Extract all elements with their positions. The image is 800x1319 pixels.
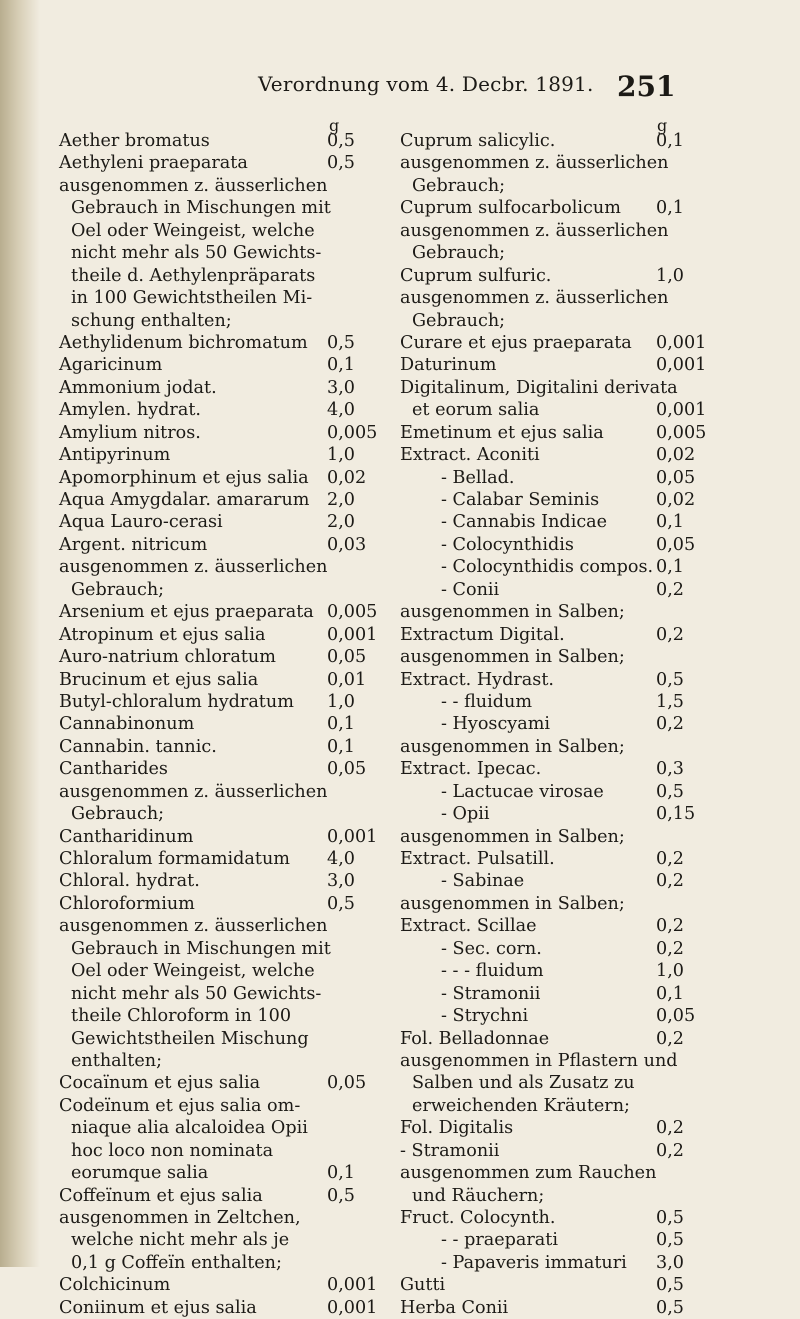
max-dose-value: 0,5: [656, 1208, 684, 1228]
entry-text: Amylen. hydrat.: [59, 400, 201, 421]
max-dose-value: 0,5: [327, 332, 355, 353]
unit-label-left: g: [329, 116, 340, 135]
max-dose-value: 0,005: [327, 422, 378, 443]
left-column-entry: [59, 870, 389, 892]
entry-text: Cuprum sulfuric.: [400, 265, 552, 286]
max-dose-value: 0,001: [656, 400, 707, 421]
entry-text: Aethyleni praeparata: [59, 153, 248, 174]
max-dose-value: 0,05: [327, 647, 367, 668]
left-column-entry: [59, 983, 389, 1005]
left-column-entry: [59, 332, 389, 354]
left-column-entry: [59, 624, 389, 646]
entry-text: Curare et ejus praeparata: [400, 332, 632, 353]
entry-text: Gebrauch;: [71, 579, 165, 600]
left-column-entry: [59, 1072, 389, 1094]
right-column-entry: [400, 444, 736, 466]
max-dose-value: 0,1: [327, 1163, 355, 1184]
right-column-entry: [400, 556, 736, 578]
entry-text: ausgenommen z. äusserlichen: [59, 916, 328, 937]
running-title: Verordnung vom 4. Decbr. 1891.: [258, 72, 594, 96]
max-dose-value: 0,5: [327, 1185, 355, 1206]
max-dose-value: 0,1: [327, 714, 355, 735]
right-column-entry: [400, 1095, 736, 1117]
entry-text: Aqua Amygdalar. amararum: [59, 490, 310, 510]
max-dose-value: 0,02: [656, 445, 696, 466]
right-column: [400, 130, 736, 1319]
max-dose-value: 0,05: [656, 1006, 696, 1027]
entry-text: Aether bromatus: [59, 131, 210, 151]
max-dose-value: 0,2: [656, 916, 684, 937]
right-column-entry: [400, 377, 736, 399]
entry-text: Agaricinum: [59, 355, 163, 376]
right-column-entry: [400, 354, 736, 376]
right-column-entry: [400, 534, 736, 556]
left-column-entry: [59, 960, 389, 982]
max-dose-value: 3,0: [327, 377, 355, 398]
max-dose-value: 2,0: [327, 512, 355, 533]
entry-text: - Hyoscyami: [441, 714, 551, 735]
max-dose-value: 1,5: [656, 691, 684, 712]
entry-text: Fol. Digitalis: [400, 1118, 514, 1139]
right-column-entry: [400, 870, 736, 892]
entry-text: Gebrauch in Mischungen mit: [71, 938, 331, 959]
entry-text: Oel oder Weingeist, welche: [71, 961, 315, 982]
entry-text: - Calabar Seminis: [441, 490, 600, 510]
page-header: [0, 70, 800, 110]
entry-text: 0,1 g Coffeïn enthalten;: [71, 1252, 282, 1273]
left-column-entry: [59, 848, 389, 870]
left-column-entry: [59, 197, 389, 219]
max-dose-value: 0,5: [656, 1297, 684, 1318]
entry-text: Arsenium et ejus praeparata: [59, 602, 314, 623]
left-column-entry: [59, 893, 389, 915]
entry-text: Chloral. hydrat.: [59, 871, 200, 892]
right-column-entry: [400, 915, 736, 937]
max-dose-value: 0,2: [656, 938, 684, 959]
entry-text: Daturinum: [400, 355, 497, 376]
entry-text: Cuprum sulfocarbolicum: [400, 198, 621, 219]
left-column-entry: [59, 467, 389, 489]
left-column-entry: [59, 1274, 389, 1296]
entry-text: - Bellad.: [441, 467, 515, 488]
entry-text: Ammonium jodat.: [59, 377, 217, 398]
max-dose-value: 0,05: [327, 759, 367, 780]
left-column-entry: [59, 422, 389, 444]
max-dose-value: 0,05: [327, 1073, 367, 1094]
right-column-entry: [400, 736, 736, 758]
right-column-entry: [400, 1140, 736, 1162]
entry-text: Gebrauch;: [412, 175, 506, 196]
max-dose-value: 0,001: [656, 355, 707, 376]
entry-text: Gebrauch;: [71, 804, 165, 825]
entry-text: Emetinum et ejus salia: [400, 422, 604, 443]
left-column-entry: [59, 713, 389, 735]
max-dose-value: 0,2: [656, 579, 684, 600]
max-dose-value: 3,0: [327, 871, 355, 892]
right-column-entry: [400, 242, 736, 264]
entry-text: Brucinum et ejus salia: [59, 669, 259, 690]
right-column-entry: [400, 489, 736, 511]
entry-text: Extract. Aconiti: [400, 445, 540, 466]
max-dose-value: 0,15: [656, 804, 696, 825]
max-dose-value: 0,2: [656, 1028, 684, 1049]
max-dose-value: 0,005: [656, 422, 707, 443]
max-dose-value: 0,1: [656, 983, 684, 1004]
right-column-entry: [400, 601, 736, 623]
max-dose-value: 0,3: [656, 759, 684, 780]
entry-text: - Papaveris immaturi: [441, 1252, 627, 1273]
max-dose-value: 0,1: [656, 557, 684, 578]
left-column-entry: [59, 736, 389, 758]
right-column-entry: [400, 691, 736, 713]
left-column-entry: [59, 1229, 389, 1251]
max-dose-value: 0,5: [327, 131, 355, 151]
right-column-entry: [400, 938, 736, 960]
left-column-entry: [59, 287, 389, 309]
right-column-entry: [400, 1207, 736, 1229]
left-column-entry: [59, 556, 389, 578]
right-column-entry: [400, 175, 736, 197]
entry-text: Codeïnum et ejus salia om-: [59, 1095, 301, 1116]
right-column-entry: [400, 1072, 736, 1094]
entry-text: Gebrauch in Mischungen mit: [71, 198, 331, 219]
entry-text: ausgenommen in Zeltchen,: [59, 1208, 301, 1228]
left-column-entry: [59, 220, 389, 242]
max-dose-value: 0,2: [656, 1118, 684, 1139]
entry-text: Coffeïnum et ejus salia: [59, 1185, 263, 1206]
max-dose-value: 1,0: [656, 265, 684, 286]
max-dose-value: 0,001: [656, 332, 707, 353]
entry-text: - Colocynthidis compos.: [441, 557, 654, 578]
max-dose-value: 0,005: [327, 602, 378, 623]
entry-text: schung enthalten;: [71, 310, 232, 331]
entry-text: ausgenommen in Salben;: [400, 602, 625, 623]
max-dose-value: 0,5: [327, 153, 355, 174]
max-dose-value: 0,5: [656, 1275, 684, 1296]
entry-text: Salben und als Zusatz zu: [412, 1073, 635, 1094]
max-dose-value: 0,5: [656, 781, 684, 802]
right-column-entry: [400, 287, 736, 309]
entry-text: nicht mehr als 50 Gewichts-: [71, 243, 322, 264]
right-column-entry: [400, 1005, 736, 1027]
entry-text: Cocaïnum et ejus salia: [59, 1073, 261, 1094]
max-dose-value: 0,2: [656, 849, 684, 869]
left-column-entry: [59, 1140, 389, 1162]
entry-text: - Stramonii: [441, 983, 541, 1004]
entry-text: - - fluidum: [441, 691, 533, 712]
max-dose-value: 0,1: [327, 736, 355, 757]
left-column-entry: [59, 377, 389, 399]
entry-text: Extract. Scillae: [400, 916, 537, 937]
right-column-entry: [400, 152, 736, 174]
left-column-entry: [59, 826, 389, 848]
max-dose-value: 0,02: [656, 490, 696, 510]
max-dose-value: 4,0: [327, 849, 355, 869]
right-column-entry: [400, 848, 736, 870]
right-column-entry: [400, 826, 736, 848]
right-column-entry: [400, 713, 736, 735]
entry-text: Digitalinum, Digitalini derivata: [400, 377, 678, 398]
left-column-entry: [59, 669, 389, 691]
left-column-entry: [59, 534, 389, 556]
entry-text: ausgenommen in Salben;: [400, 647, 625, 668]
unit-label-right: g: [657, 116, 668, 135]
left-column-entry: [59, 1185, 389, 1207]
entry-text: - Opii: [441, 804, 490, 825]
left-column-entry: [59, 242, 389, 264]
entry-text: hoc loco non nominata: [71, 1140, 274, 1161]
entry-text: Colchicinum: [59, 1275, 171, 1296]
right-column-entry: [400, 310, 736, 332]
max-dose-value: 1,0: [656, 961, 684, 982]
max-dose-value: 0,2: [656, 1140, 684, 1161]
entry-text: Cantharides: [59, 759, 168, 780]
right-column-entry: [400, 960, 736, 982]
entry-text: Extractum Digital.: [400, 624, 565, 645]
right-column-entry: [400, 1185, 736, 1207]
max-dose-value: 0,001: [327, 624, 378, 645]
entry-text: nicht mehr als 50 Gewichts-: [71, 983, 322, 1004]
entry-text: eorumque salia: [71, 1163, 209, 1184]
right-column-entry: [400, 1274, 736, 1296]
left-column-entry: [59, 1117, 389, 1139]
right-column-entry: [400, 803, 736, 825]
left-column-entry: [59, 1162, 389, 1184]
max-dose-value: 0,001: [327, 826, 378, 847]
max-dose-value: 0,5: [327, 893, 355, 914]
entry-text: ausgenommen in Salben;: [400, 736, 625, 757]
max-dose-value: 0,03: [327, 534, 367, 555]
entry-text: Herba Conii: [400, 1297, 509, 1318]
right-column-entry: [400, 669, 736, 691]
right-column-entry: [400, 1297, 736, 1319]
entry-text: - Lactucae virosae: [441, 781, 604, 802]
left-column-entry: [59, 803, 389, 825]
entry-text: theile Chloroform in 100: [71, 1006, 292, 1027]
right-column-entry: [400, 220, 736, 242]
entry-text: in 100 Gewichtstheilen Mi-: [71, 288, 313, 309]
entry-text: - Sabinae: [441, 871, 525, 892]
left-column-entry: [59, 601, 389, 623]
entry-text: niaque alia alcaloidea Opii: [71, 1118, 308, 1139]
max-dose-value: 1,0: [327, 691, 355, 712]
max-dose-value: 0,1: [656, 131, 684, 151]
max-dose-value: 0,2: [656, 624, 684, 645]
entry-text: welche nicht mehr als je: [71, 1230, 290, 1251]
entry-text: - - praeparati: [441, 1230, 558, 1251]
left-column-entry: [59, 1005, 389, 1027]
max-dose-value: 0,02: [327, 467, 367, 488]
entry-text: ausgenommen z. äusserlichen: [400, 220, 669, 241]
left-column: [59, 130, 389, 1319]
left-column-entry: [59, 758, 389, 780]
entry-text: Cantharidinum: [59, 826, 194, 847]
entry-text: ausgenommen zum Rauchen: [400, 1163, 657, 1184]
left-column-entry: [59, 938, 389, 960]
entry-text: Aqua Lauro-cerasi: [59, 512, 223, 533]
left-column-entry: [59, 399, 389, 421]
max-dose-value: 0,05: [656, 534, 696, 555]
max-dose-value: 0,05: [656, 467, 696, 488]
left-column-entry: [59, 130, 389, 152]
max-dose-value: 0,001: [327, 1297, 378, 1318]
page-edge-shadow: [0, 0, 40, 1267]
entry-text: Amylium nitros.: [59, 422, 201, 443]
entry-text: Aethylidenum bichromatum: [59, 332, 308, 353]
max-dose-value: 4,0: [327, 400, 355, 421]
entry-text: Extract. Hydrast.: [400, 669, 554, 690]
entry-text: Chloralum formamidatum: [59, 849, 290, 869]
max-dose-value: 0,5: [656, 1230, 684, 1251]
right-column-entry: [400, 624, 736, 646]
page-number: 251: [617, 70, 676, 103]
right-column-entry: [400, 781, 736, 803]
entry-text: und Räuchern;: [412, 1185, 545, 1206]
max-dose-value: 0,2: [656, 714, 684, 735]
entry-text: ausgenommen z. äusserlichen: [400, 153, 669, 174]
right-column-entry: [400, 983, 736, 1005]
left-column-entry: [59, 444, 389, 466]
right-column-entry: [400, 646, 736, 668]
right-column-entry: [400, 197, 736, 219]
entry-text: Gebrauch;: [412, 243, 506, 264]
right-column-entry: [400, 579, 736, 601]
max-dose-value: 3,0: [656, 1252, 684, 1273]
entry-text: enthalten;: [71, 1050, 163, 1071]
left-column-entry: [59, 915, 389, 937]
right-column-entry: [400, 265, 736, 287]
entry-text: ausgenommen in Pflastern und: [400, 1050, 678, 1071]
entry-text: erweichenden Kräutern;: [412, 1095, 630, 1116]
max-dose-value: 0,01: [327, 669, 367, 690]
entry-text: theile d. Aethylenpräparats: [71, 265, 316, 286]
right-column-entry: [400, 893, 736, 915]
entry-text: Fruct. Colocynth.: [400, 1208, 556, 1228]
right-column-entry: [400, 399, 736, 421]
left-column-entry: [59, 152, 389, 174]
entry-text: Cuprum salicylic.: [400, 131, 556, 151]
entry-text: Gutti: [400, 1275, 446, 1296]
left-column-entry: [59, 1028, 389, 1050]
left-column-entry: [59, 310, 389, 332]
entry-text: Apomorphinum et ejus salia: [59, 467, 309, 488]
left-column-entry: [59, 489, 389, 511]
right-column-entry: [400, 1050, 736, 1072]
max-dose-value: 1,0: [327, 445, 355, 466]
entry-text: Argent. nitricum: [59, 534, 208, 555]
left-column-entry: [59, 1252, 389, 1274]
entry-text: Gebrauch;: [412, 310, 506, 331]
left-column-entry: [59, 1050, 389, 1072]
entry-text: ausgenommen z. äusserlichen: [59, 175, 328, 196]
entry-text: ausgenommen in Salben;: [400, 893, 625, 914]
left-column-entry: [59, 691, 389, 713]
right-column-entry: [400, 511, 736, 533]
left-column-entry: [59, 511, 389, 533]
entry-text: Butyl-chloralum hydratum: [59, 691, 294, 712]
right-column-entry: [400, 332, 736, 354]
max-dose-value: 0,5: [656, 669, 684, 690]
left-column-entry: [59, 1207, 389, 1229]
left-column-entry: [59, 781, 389, 803]
entry-text: - Strychni: [441, 1006, 529, 1027]
right-column-entry: [400, 467, 736, 489]
entry-text: ausgenommen z. äusserlichen: [59, 781, 328, 802]
entry-text: Auro-natrium chloratum: [59, 647, 276, 668]
entry-text: Coniinum et ejus salia: [59, 1297, 257, 1318]
entry-text: Antipyrinum: [59, 445, 171, 466]
entry-text: et eorum salia: [412, 400, 540, 421]
left-column-entry: [59, 1297, 389, 1319]
entry-text: - Sec. corn.: [441, 938, 542, 959]
right-column-entry: [400, 130, 736, 152]
right-column-entry: [400, 758, 736, 780]
left-column-entry: [59, 175, 389, 197]
entry-text: Fol. Belladonnae: [400, 1028, 550, 1049]
entry-text: Cannabin. tannic.: [59, 736, 217, 757]
left-column-entry: [59, 579, 389, 601]
entry-text: - Cannabis Indicae: [441, 512, 608, 533]
max-dose-value: 0,001: [327, 1275, 378, 1296]
right-column-entry: [400, 1028, 736, 1050]
entry-text: Oel oder Weingeist, welche: [71, 220, 315, 241]
entry-text: - Stramonii: [400, 1140, 500, 1161]
left-column-entry: [59, 265, 389, 287]
left-column-entry: [59, 354, 389, 376]
entry-text: Chloroformium: [59, 893, 195, 914]
entry-text: Gewichtstheilen Mischung: [71, 1028, 309, 1049]
entry-text: ausgenommen z. äusserlichen: [59, 557, 328, 578]
left-column-entry: [59, 646, 389, 668]
max-dose-value: 0,2: [656, 871, 684, 892]
right-column-entry: [400, 1252, 736, 1274]
entry-text: Extract. Pulsatill.: [400, 849, 555, 869]
max-dose-value: 0,1: [656, 198, 684, 219]
entry-text: ausgenommen in Salben;: [400, 826, 625, 847]
entry-text: - Conii: [441, 579, 500, 600]
entry-text: Extract. Ipecac.: [400, 759, 542, 780]
max-dose-value: 0,1: [656, 512, 684, 533]
right-column-entry: [400, 422, 736, 444]
entry-text: - - - fluidum: [441, 961, 544, 982]
right-column-entry: [400, 1229, 736, 1251]
entry-text: Atropinum et ejus salia: [59, 624, 266, 645]
right-column-entry: [400, 1162, 736, 1184]
entry-text: Cannabinonum: [59, 714, 195, 735]
entry-text: - Colocynthidis: [441, 534, 574, 555]
max-dose-value: 0,1: [327, 355, 355, 376]
left-column-entry: [59, 1095, 389, 1117]
entry-text: ausgenommen z. äusserlichen: [400, 288, 669, 309]
max-dose-value: 2,0: [327, 490, 355, 510]
right-column-entry: [400, 1117, 736, 1139]
